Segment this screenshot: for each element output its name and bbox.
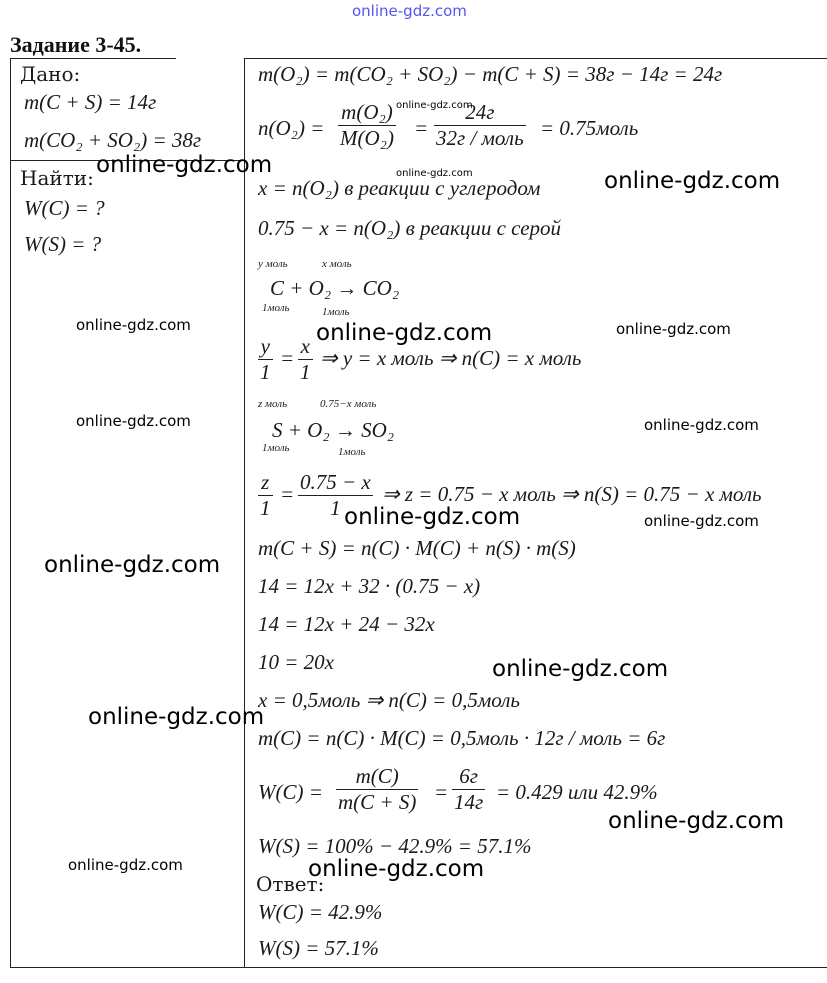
find-w-carbon: W(C) = ? <box>24 196 105 220</box>
solution-line-oxygen-moles-lhs: n(O₂) = <box>258 116 325 140</box>
watermark: online-gdz.com <box>68 856 183 874</box>
watermark: online-gdz.com <box>644 416 759 434</box>
given-mass-gases: m(CO₂ + SO₂) = 38г <box>24 128 202 152</box>
fraction-6-over-14: 6г 14г <box>454 764 484 814</box>
answer-w-sulfur: W(S) = 57.1% <box>258 936 379 960</box>
table-divider-rule <box>244 58 245 968</box>
watermark: online-gdz.com <box>396 100 473 111</box>
solution-line-expand: 14 = 12x + 24 − 32x <box>258 612 435 636</box>
watermark: online-gdz.com <box>44 552 221 578</box>
solution-line-w-sulfur: W(S) = 100% − 42.9% = 57.1% <box>258 834 532 858</box>
watermark: online-gdz.com <box>644 512 759 530</box>
given-label: Дано: <box>20 62 81 86</box>
fraction-24-over-32: 24г 32г / моль <box>436 100 524 150</box>
table-top-rule-left <box>10 58 176 59</box>
watermark: online-gdz.com <box>396 168 473 179</box>
solution-line-oxygen-moles-rhs: = 0.75моль <box>540 116 639 140</box>
fraction-075-minus-x: $\frac{0.75 - x}{1}$ <box>300 470 371 520</box>
solution-line-x-sulfur: 0.75 − x = n(O₂) в реакции с серой <box>258 216 562 240</box>
solution-line-mass-balance: m(C + S) = n(C) · M(C) + n(S) · m(S) <box>258 536 576 560</box>
fraction-z-over-1: $\frac{z}{1}$ <box>260 470 271 520</box>
watermark: online-gdz.com <box>96 152 273 178</box>
find-label: Найти: <box>20 166 94 190</box>
fraction-x-over-1: $\frac{x}{1}$ <box>300 334 311 384</box>
reaction1-top-y: y моль <box>258 258 288 270</box>
solution-line-substitution: 14 = 12x + 32 · (0.75 − x) <box>258 574 481 598</box>
watermark: online-gdz.com <box>608 808 785 834</box>
watermark: online-gdz.com <box>76 316 191 334</box>
watermark: online-gdz.com <box>76 412 191 430</box>
watermark: online-gdz.com <box>88 704 265 730</box>
solution-line-x-value: x = 0,5моль ⇒ n(C) = 0,5моль <box>258 688 520 712</box>
reaction2-bottom-o: 1моль <box>338 446 366 458</box>
table-left-rule <box>10 58 11 968</box>
watermark: online-gdz.com <box>604 168 781 194</box>
task-title: Задание 3-45. <box>10 32 142 57</box>
solution-line-carbon-mass: m(C) = n(C) · M(C) = 0,5моль · 12г / моль = 6г <box>258 726 666 750</box>
solution-line-w-carbon-rhs: = 0.429 или 42.9% <box>496 780 658 804</box>
fraction-y-over-1: $\frac{y}{1}$ <box>260 334 271 384</box>
table-top-rule-right <box>244 58 827 59</box>
reaction2-bottom-s: 1моль <box>262 442 290 454</box>
proportion-1-rhs: ⇒ y = x моль ⇒ n(C) = x моль <box>320 346 582 370</box>
reaction1-top-x: x моль <box>322 258 352 270</box>
reaction1-equation: C + O₂ → CO₂ <box>270 276 400 300</box>
proportion-eq-2: = <box>280 482 295 506</box>
reaction2-top-x: 0.75−x моль <box>320 398 377 410</box>
solution-line-w-carbon-eq: = <box>434 780 449 804</box>
watermark: online-gdz.com <box>616 320 731 338</box>
solution-line-simplify: 10 = 20x <box>258 650 334 674</box>
reaction1-bottom-c: 1моль <box>262 302 290 314</box>
solution-line-oxygen-moles-eq: = <box>414 116 429 140</box>
fraction-mc-over-mcs: $\frac{m(C)}{m(C + S)}$ <box>338 764 417 814</box>
watermark: online-gdz.com <box>308 856 485 882</box>
table-bottom-rule <box>10 967 827 968</box>
proportion-2-rhs: ⇒ z = 0.75 − x моль ⇒ n(S) = 0.75 − x моль <box>382 482 762 506</box>
proportion-eq-1: = <box>280 346 295 370</box>
watermark: online-gdz.com <box>344 504 521 530</box>
reaction2-top-z: z моль <box>258 398 288 410</box>
answer-label: Ответ: <box>256 872 325 896</box>
solution-line-w-carbon-lhs: W(C) = <box>258 780 323 804</box>
find-w-sulfur: W(S) = ? <box>24 232 102 256</box>
site-link[interactable]: online-gdz.com <box>352 2 467 20</box>
solution-line-oxygen-mass: m(O₂) = m(CO₂ + SO₂) − m(C + S) = 38г − 14г = 24г <box>258 62 723 86</box>
watermark: online-gdz.com <box>492 656 669 682</box>
solution-line-x-carbon: x = n(O₂) в реакции с углеродом <box>258 176 541 200</box>
reaction1-bottom-o: 1моль <box>322 306 350 318</box>
fraction-mass-over-molar: $\frac{\text{m(O₂)}}{\text{M(O₂)}}$ <box>340 100 394 150</box>
given-mass-mixture: m(C + S) = 14г <box>24 90 157 114</box>
answer-w-carbon: W(C) = 42.9% <box>258 900 383 924</box>
watermark: online-gdz.com <box>316 320 493 346</box>
reaction2-equation: S + O₂ → SO₂ <box>272 418 395 442</box>
